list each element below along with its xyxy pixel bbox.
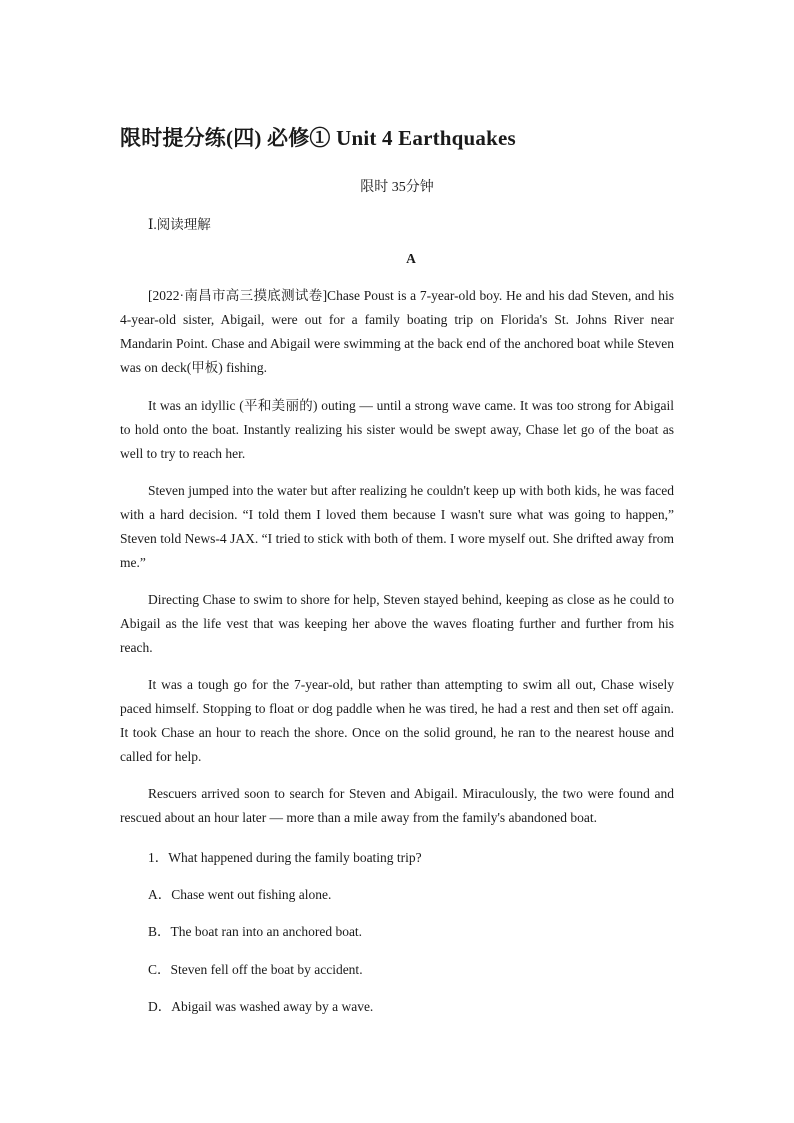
option-b: B．The boat ran into an anchored boat. [148,924,363,939]
paragraph-1: [2022·南昌市高三摸底测试卷]Chase Poust is a 7-year-old boy. He and his dad Steven, and his 4-year-old sister, Abigail, were out for a family boating trip on Florida's St. Johns River near Mandarin Point. Chase and Abigail were swimming at the back end of the anchored boat while Steven was on deck(甲板) fishing. [120,288,674,375]
option-c: C．Steven fell off the boat by accident. [148,962,363,977]
passage-label: A [406,251,416,266]
page-title: 限时提分练(四) 必修① Unit 4 Earthquakes [120,126,516,150]
question-1: 1．What happened during the family boating trip? [148,850,422,865]
section-heading: Ⅰ.阅读理解 [148,217,211,232]
paragraph-5: It was a tough go for the 7-year-old, but rather than attempting to swim all out, Chase wisely paced himself. Stopping to float or dog paddle when he was tired, he had a rest and then set off again. It took Chase an hour to reach the shore. Once on the solid ground, he ran to the nearest house and called for help. [120,677,674,764]
paragraph-6: Rescuers arrived soon to search for Steven and Abigail. Miraculously, the two were found and rescued about an hour later — more than a mile away from the family's abandoned boat. [120,786,674,825]
option-a: A．Chase went out fishing alone. [148,887,332,902]
paragraph-3: Steven jumped into the water but after realizing he couldn't keep up with both kids, he was faced with a hard decision. “I told them I loved them because I wasn't sure what was going to happen,” Steven told News-4 JAX. “I tried to stick with both of them. I wore myself out. She drifted away from me.” [120,483,674,570]
paragraph-2: It was an idyllic (平和美丽的) outing — until a strong wave came. It was too strong for Abigail to hold onto the boat. Instantly realizing his sister would be swept away, Chase let go of the boat as well to try to reach her. [120,398,674,461]
option-d: D．Abigail was washed away by a wave. [148,999,374,1014]
paragraph-4: Directing Chase to swim to shore for help, Steven stayed behind, keeping as close as he could to Abigail as the life vest that was keeping her above the waves floating further and further from his reach. [120,592,674,655]
time-limit: 限时 35分钟 [360,180,434,195]
